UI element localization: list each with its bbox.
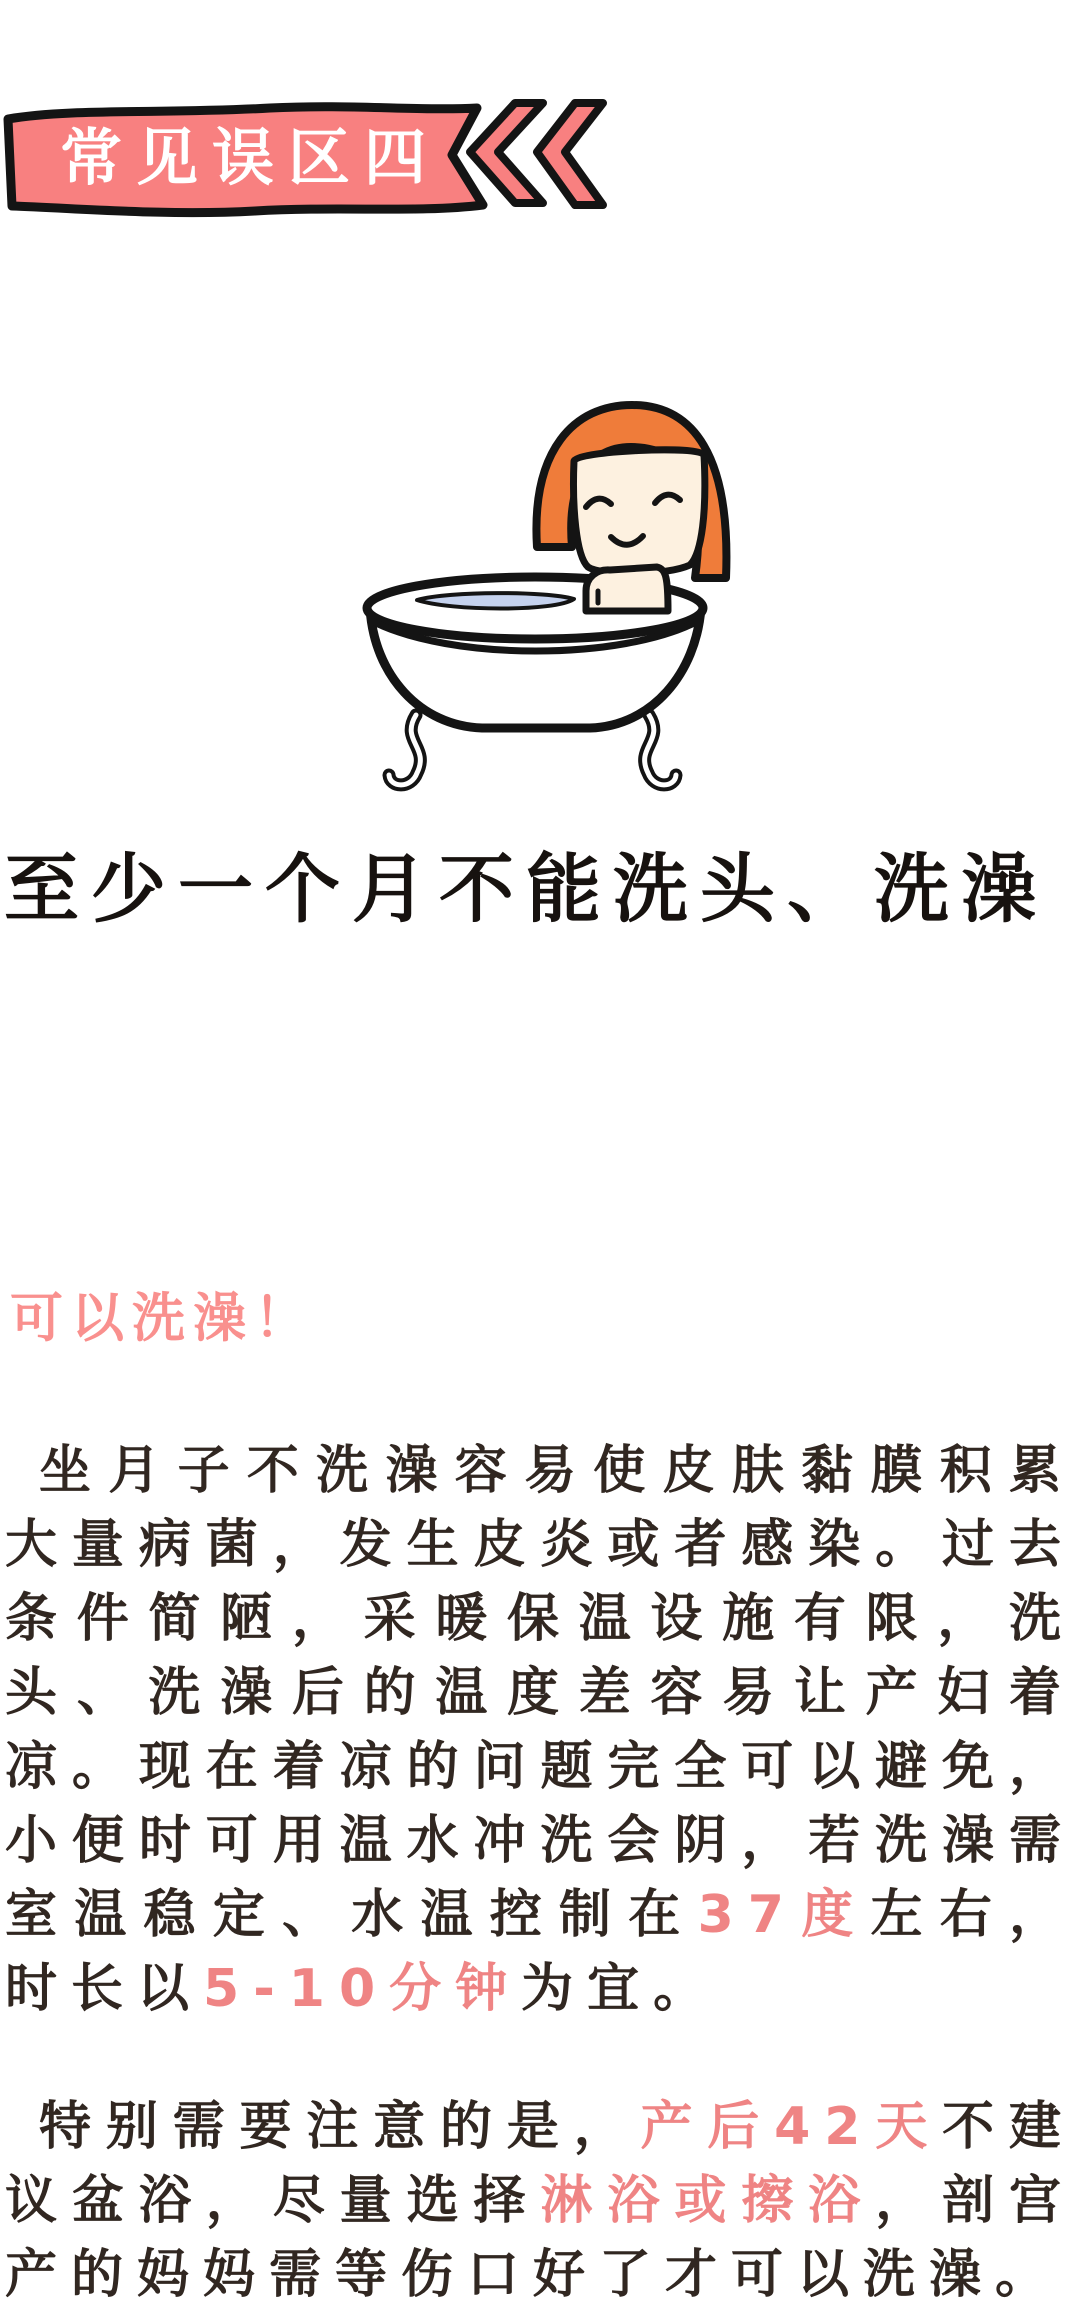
bath-water: [417, 593, 574, 608]
highlighted-text: 5-10分钟: [203, 1959, 522, 2019]
text-segment: 坐月子不洗澡容易使皮肤黏膜积累大量病菌，发生皮炎或者感染。过去条件简陋，采暖保温设施有限，洗头、洗澡后的温度差容易让产妇着凉。现在着凉的问题完全可以避免，小便时可用温水冲洗会阴，若洗澡需室温稳定、水温控制在: [5, 1441, 1075, 1945]
paragraph: [5, 1434, 1075, 2026]
paragraph: [5, 2090, 1075, 2312]
text-segment: 不建议盆浴，尽量选择: [5, 2097, 1075, 2231]
body-text: [5, 1434, 1075, 2324]
text-segment: 特别需要注意的是，: [39, 2097, 641, 2157]
text-segment: 左右，时长以: [5, 1885, 1075, 2019]
girl-face: [574, 450, 705, 574]
girl-in-bathtub-illustration: [360, 395, 740, 795]
chevron-left-icon: [537, 103, 603, 205]
highlighted-text: 淋浴或擦浴: [540, 2171, 876, 2231]
misconception-banner: [0, 95, 620, 225]
double-chevron-left-icon: [470, 103, 603, 205]
text-segment: ，剖宫产的妈妈需等伤口好了才可以洗澡。: [5, 2171, 1075, 2305]
claim-text: 可以洗澡！: [10, 1288, 315, 1349]
highlighted-text: 产后42天: [640, 2097, 943, 2157]
banner-label: 常见误区四: [59, 121, 441, 194]
chevron-left-icon: [470, 103, 543, 203]
myth-headline: 至少一个月不能洗头、洗澡: [4, 845, 1049, 933]
highlighted-text: 37度: [697, 1885, 871, 1945]
text-segment: 为宜。: [521, 1959, 720, 2019]
